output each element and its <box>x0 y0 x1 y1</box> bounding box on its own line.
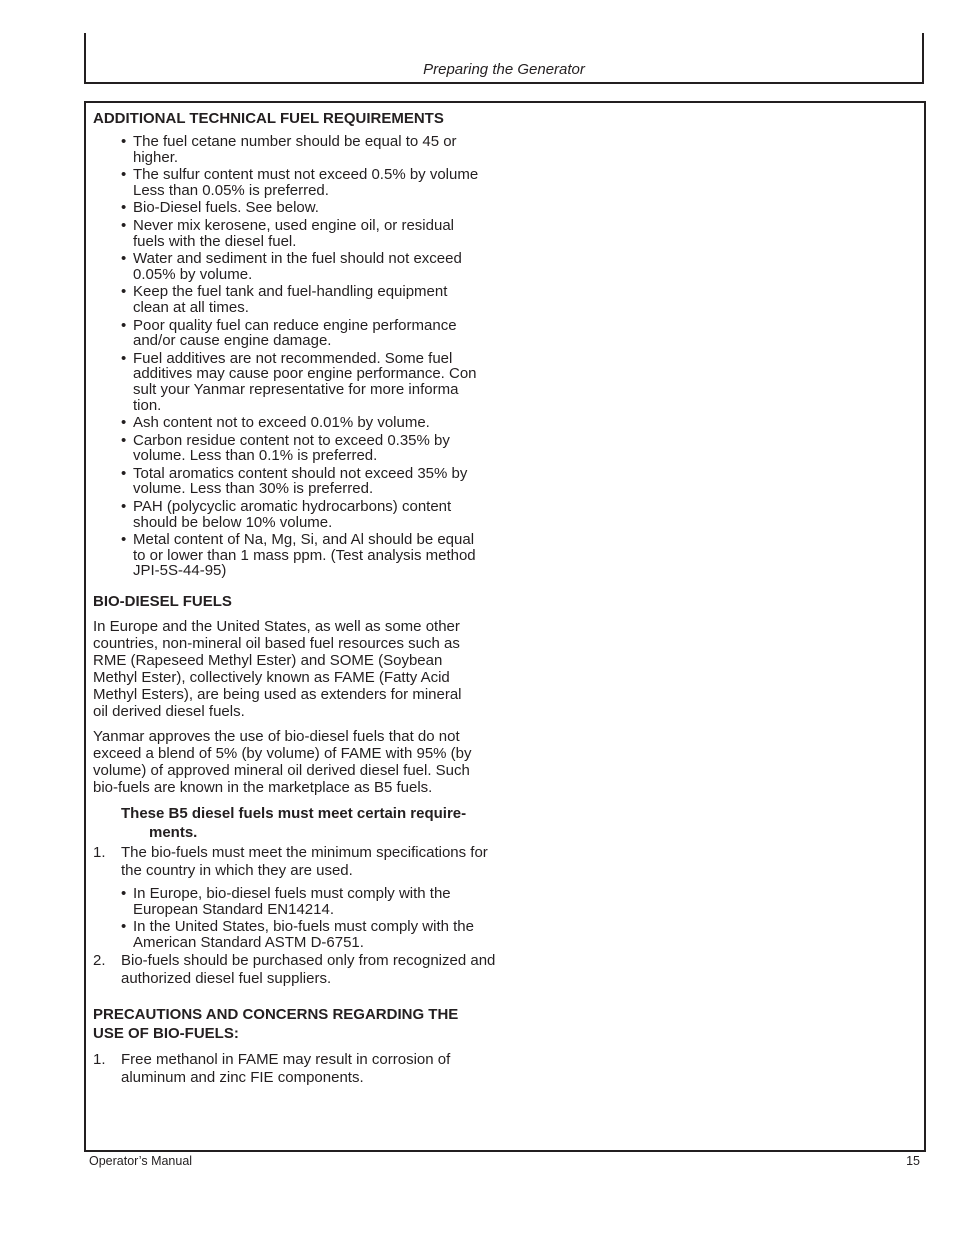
bullet-line: In Europe, bio-diesel fuels must comply with the <box>133 885 451 903</box>
item-line: The bio-fuels must meet the minimum specifications for <box>121 844 488 862</box>
note-line-1: These B5 diesel fuels must meet certain require- <box>121 805 467 823</box>
bullet-item <box>93 499 498 530</box>
section-heading-precautions <box>93 1005 498 1043</box>
item-line: Bio-fuels should be purchased only from recognized and <box>121 952 496 970</box>
footer-manual-title: Operator’s Manual <box>89 1154 193 1168</box>
standards-list <box>93 886 498 950</box>
bullet-line: Never mix kerosene, used engine oil, or residual <box>133 216 454 234</box>
item-line: Free methanol in FAME may result in corrosion of <box>121 1051 451 1069</box>
bullet-item <box>93 134 498 165</box>
bio-diesel-paragraph-1 <box>93 618 498 720</box>
bullet-line: fuels with the diesel fuel. <box>133 232 297 250</box>
bullet-line: tion. <box>133 396 162 414</box>
item-number: 1. <box>93 844 106 862</box>
bullet-line: and/or cause engine damage. <box>133 332 332 350</box>
numbered-item-1 <box>93 844 498 880</box>
bullet-item <box>93 532 498 579</box>
item-number: 1. <box>93 1051 106 1069</box>
bullet-line: higher. <box>133 148 179 166</box>
additional-requirements-list <box>93 134 498 579</box>
bullet-line: Keep the fuel tank and fuel-handling equipment <box>133 283 448 301</box>
bullet-line: European Standard EN14214. <box>133 900 334 918</box>
paragraph-line: bio-fuels are known in the marketplace as B5 fuels. <box>93 779 433 797</box>
bio-diesel-paragraph-2 <box>93 728 498 796</box>
bullet-line: In the United States, bio-fuels must comply with the <box>133 918 474 936</box>
bullet-item <box>93 415 498 431</box>
bullet-item <box>93 919 498 950</box>
bullet-line: The sulfur content must not exceed 0.5% by volume <box>133 166 479 184</box>
bullet-item <box>93 351 498 413</box>
bullet-line: additives may cause poor engine performance. Con <box>133 365 477 383</box>
note-line-2: ments. <box>149 824 198 842</box>
item-line: the country in which they are used. <box>121 862 353 880</box>
heading-line-1: PRECAUTIONS AND CONCERNS REGARDING THE <box>93 1006 459 1024</box>
numbered-item-2-text <box>121 952 498 988</box>
precaution-item-1 <box>93 1051 498 1087</box>
paragraph-line: In Europe and the United States, as well as some other <box>93 618 460 636</box>
bullet-line: clean at all times. <box>133 298 249 316</box>
bullet-line: Total aromatics content should not exceed 35% by <box>133 464 468 482</box>
running-head: Preparing the Generator <box>423 61 585 78</box>
bullet-item <box>93 167 498 198</box>
paragraph-line: Yanmar approves the use of bio-diesel fuels that do not <box>93 728 460 746</box>
header-rule-bottom <box>84 82 924 84</box>
bullet-line: to or lower than 1 mass ppm. (Test analysis method <box>133 546 476 564</box>
paragraph-line: RME (Rapeseed Methyl Ester) and SOME (Soybean <box>93 652 443 670</box>
bullet-line: Ash content not to exceed 0.01% by volume. <box>133 414 430 432</box>
numbered-item-1-text <box>121 844 498 880</box>
bullet-line: Carbon residue content not to exceed 0.35% by <box>133 431 450 449</box>
bullet-line: Metal content of Na, Mg, Si, and Al should be equal <box>133 531 475 549</box>
bullet-line: sult your Yanmar representative for more informa <box>133 380 459 398</box>
precaution-item-1-text <box>121 1051 498 1087</box>
bullet-item <box>93 200 498 216</box>
bullet-item <box>93 466 498 497</box>
b5-requirements-note <box>121 804 498 842</box>
bullet-item <box>93 218 498 249</box>
paragraph-line: exceed a blend of 5% (by volume) of FAME with 95% (by <box>93 745 472 763</box>
footer-page-number: 15 <box>906 1154 920 1168</box>
paragraph-line: Methyl Ester), collectively known as FAME (Fatty Acid <box>93 669 450 687</box>
bullet-line: Poor quality fuel can reduce engine performance <box>133 316 457 334</box>
bullet-line: should be below 10% volume. <box>133 513 333 531</box>
heading-line-2: USE OF BIO-FUELS: <box>93 1025 239 1043</box>
paragraph-line: Methyl Esters), are being used as extenders for mineral <box>93 686 462 704</box>
bullet-line: 0.05% by volume. <box>133 265 253 283</box>
bullet-item <box>93 433 498 464</box>
item-line: aluminum and zinc FIE components. <box>121 1069 364 1087</box>
bullet-line: volume. Less than 30% is preferred. <box>133 480 374 498</box>
paragraph-line: countries, non-mineral oil based fuel resources such as <box>93 635 460 653</box>
bullet-line: Less than 0.05% is preferred. <box>133 181 329 199</box>
item-number: 2. <box>93 952 106 970</box>
bullet-line: The fuel cetane number should be equal to 45 or <box>133 133 457 150</box>
bullet-line: Water and sediment in the fuel should not exceed <box>133 250 462 268</box>
bullet-line: PAH (polycyclic aromatic hydrocarbons) content <box>133 498 452 516</box>
bullet-item <box>93 318 498 349</box>
section-heading-bio-diesel: BIO-DIESEL FUELS <box>93 593 232 611</box>
bullet-line: JPI-5S-44-95) <box>133 562 227 580</box>
bullet-line: Bio-Diesel fuels. See below. <box>133 199 319 217</box>
bullet-line: American Standard ASTM D-6751. <box>133 933 364 951</box>
main-column <box>93 109 498 1087</box>
bullet-item <box>93 251 498 282</box>
bullet-item <box>93 886 498 917</box>
bullet-line: volume. Less than 0.1% is preferred. <box>133 447 378 465</box>
item-line: authorized diesel fuel suppliers. <box>121 970 332 988</box>
bullet-item <box>93 284 498 315</box>
paragraph-line: oil derived diesel fuels. <box>93 703 245 721</box>
numbered-item-2 <box>93 952 498 988</box>
section-heading-additional-requirements: ADDITIONAL TECHNICAL FUEL REQUIREMENTS <box>93 110 444 127</box>
paragraph-line: volume) of approved mineral oil derived diesel fuel. Such <box>93 762 470 780</box>
bullet-line: Fuel additives are not recommended. Some fuel <box>133 349 453 367</box>
